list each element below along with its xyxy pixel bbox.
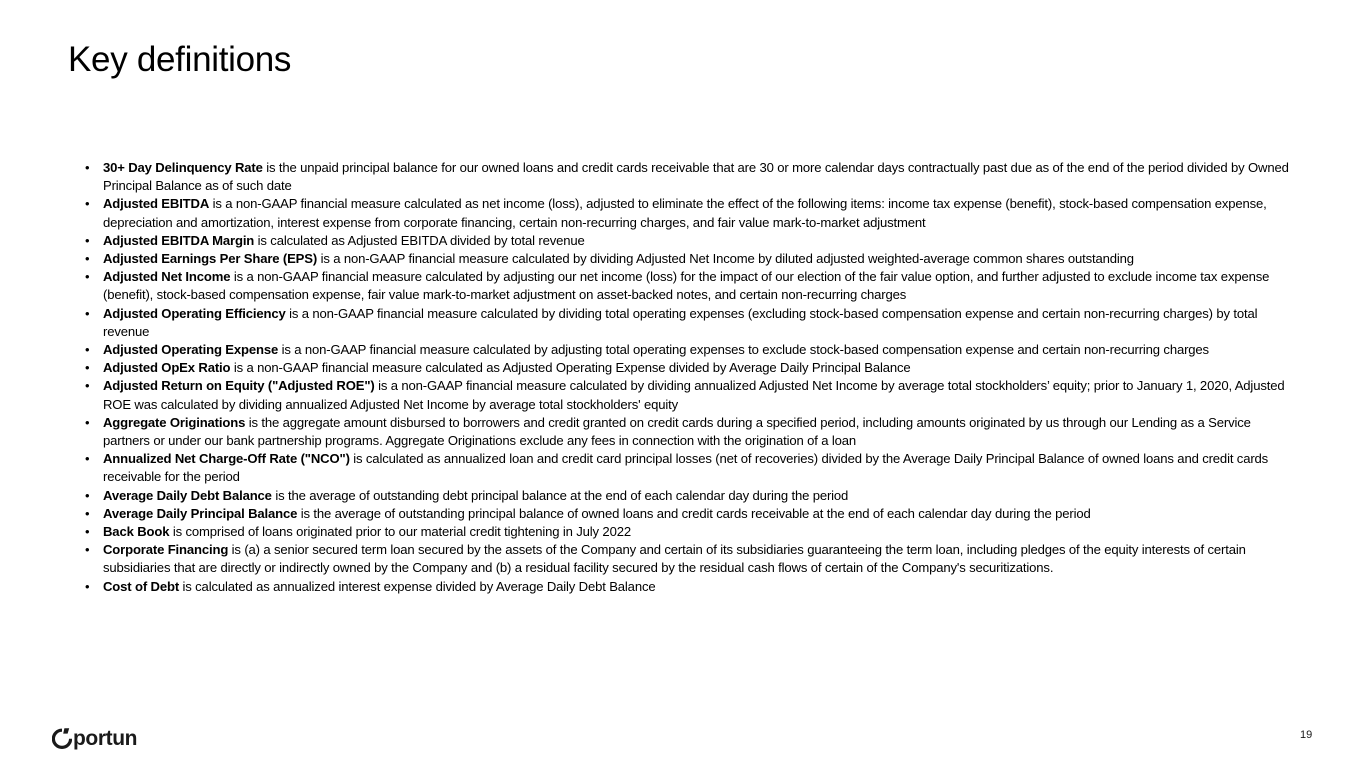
definitions-list (84, 159, 1299, 596)
list-item (84, 450, 1299, 486)
bullet-icon: • (85, 342, 90, 358)
list-item (84, 414, 1299, 450)
definition-term: Cost of Debt (103, 578, 180, 594)
definition-text: is a non-GAAP financial measure calculated by dividing annualized Adjusted Net Income by average total stockholders’ equity; prior to January 1, 2020, Adjusted ROE was calculated by dividing annualized Adjusted Net Income by average total stockholders' equity (103, 378, 1285, 412)
bullet-icon: • (85, 251, 90, 267)
definition-text: is calculated as annualized loan and credit card principal losses (net of recoveries) divided by the Average Daily Principal Balance of owned loans and credit cards receivable for the period (103, 451, 1269, 485)
bullet-icon: • (85, 196, 90, 212)
bullet-icon: • (85, 542, 90, 558)
bullet-icon: • (85, 524, 90, 540)
definition-text: is a non-GAAP financial measure calculated by dividing Adjusted Net Income by diluted adjusted weighted-average common shares outstanding (317, 251, 1134, 267)
definition-term: Back Book (103, 524, 170, 540)
oportun-logo (52, 724, 137, 754)
definition-term: Adjusted Operating Efficiency (103, 305, 286, 321)
definition-term: Average Daily Principal Balance (103, 505, 298, 521)
list-item (84, 159, 1299, 195)
definition-term: Adjusted Return on Equity ("Adjusted ROE") (103, 378, 375, 394)
list-item (84, 505, 1299, 523)
list-item (84, 359, 1299, 377)
definition-text: is comprised of loans originated prior to our material credit tightening in July 2022 (169, 524, 631, 540)
bullet-icon: • (85, 487, 90, 503)
definition-text: is a non-GAAP financial measure calculated by dividing total operating expenses (excluding stock-based compensation expense and certain non-recurring charges) by total revenue (103, 305, 1258, 339)
definition-text: is the unpaid principal balance for our owned loans and credit cards receivable that are 30 or more calendar days contractually past due as of the end of the period divided by Owned Principal Balance as of such date (103, 160, 1289, 194)
bullet-icon: • (85, 578, 90, 594)
list-item (84, 523, 1299, 541)
definition-text: is a non-GAAP financial measure calculated by adjusting our net income (loss) for the impact of our election of the fair value option, and further adjusted to exclude income tax expense (benefit), stock-based compensation expense, fair value mark-to-market adjustment on asset-backed notes, and certain non-recurring charges (103, 269, 1270, 303)
definition-term: Adjusted Operating Expense (103, 342, 279, 358)
page-title: Key definitions (68, 40, 292, 79)
bullet-icon: • (85, 451, 90, 467)
list-item (84, 578, 1299, 596)
definition-term: Aggregate Originations (103, 414, 246, 430)
logo-wordmark: portun (73, 727, 138, 750)
definition-text: is a non-GAAP financial measure calculated as Adjusted Operating Expense divided by Average Daily Principal Balance (230, 360, 911, 376)
definition-text: is a non-GAAP financial measure calculated as net income (loss), adjusted to eliminate the effect of the following items: income tax expense (benefit), stock-based compensation expense, depreciation and amortization, interest expense from corporate financing, certain non-recurring charges, and fair value mark-to-market adjustment (103, 196, 1267, 230)
list-item (84, 232, 1299, 250)
definition-text: is the average of outstanding debt principal balance at the end of each calendar day during the period (271, 487, 849, 503)
definition-term: Adjusted OpEx Ratio (103, 360, 231, 376)
list-item (84, 541, 1299, 577)
definition-term: Average Daily Debt Balance (103, 487, 272, 503)
definition-text: is the aggregate amount disbursed to borrowers and credit granted on credit cards during a specified period, including amounts originated by us through our Lending as a Service partners or under our bank partnership programs. Aggregate Originations exclude any fees in connection with the origination of a loan (103, 414, 1251, 449)
definition-term: Adjusted Net Income (103, 269, 231, 285)
definition-term: Annualized Net Charge-Off Rate ("NCO") (103, 451, 350, 467)
list-item (84, 487, 1299, 505)
definition-text: is the average of outstanding principal balance of owned loans and credit cards receivable at the end of each calendar day during the period (297, 505, 1091, 521)
list-item (84, 250, 1299, 268)
bullet-icon: • (85, 232, 90, 248)
definition-text: is calculated as annualized interest expense divided by Average Daily Debt Balance (179, 578, 656, 594)
page-number: 19 (1300, 729, 1313, 741)
list-item (84, 195, 1299, 231)
definition-term: 30+ Day Delinquency Rate (103, 160, 263, 175)
list-item (84, 268, 1299, 304)
bullet-icon: • (85, 305, 90, 321)
definition-term: Adjusted Earnings Per Share (EPS) (103, 251, 318, 267)
oportun-logo-icon (52, 727, 72, 751)
definition-term: Adjusted EBITDA (103, 196, 210, 212)
definition-text: is a non-GAAP financial measure calculated by adjusting total operating expenses to exclude stock-based compensation expense and certain non-recurring charges (278, 342, 1209, 358)
bullet-icon: • (85, 160, 90, 175)
definition-text: is (a) a senior secured term loan secured by the assets of the Company and certain of its subsidiaries guaranteeing the term loan, including pledges of the equity interests of certain subsidiaries that are directly or indirectly owned by the Company and (b) a residual facility secured by the residual cash flows of certain of the Company's securitizations. (103, 542, 1246, 576)
bullet-icon: • (85, 505, 90, 521)
definition-text: is calculated as Adjusted EBITDA divided by total revenue (254, 232, 585, 248)
list-item (84, 377, 1299, 413)
definition-term: Adjusted EBITDA Margin (103, 232, 255, 248)
list-item (84, 305, 1299, 341)
list-item (84, 341, 1299, 359)
bullet-icon: • (85, 378, 90, 394)
bullet-icon: • (85, 360, 90, 376)
definition-term: Corporate Financing (103, 542, 229, 558)
bullet-icon: • (85, 269, 90, 285)
bullet-icon: • (85, 414, 90, 430)
